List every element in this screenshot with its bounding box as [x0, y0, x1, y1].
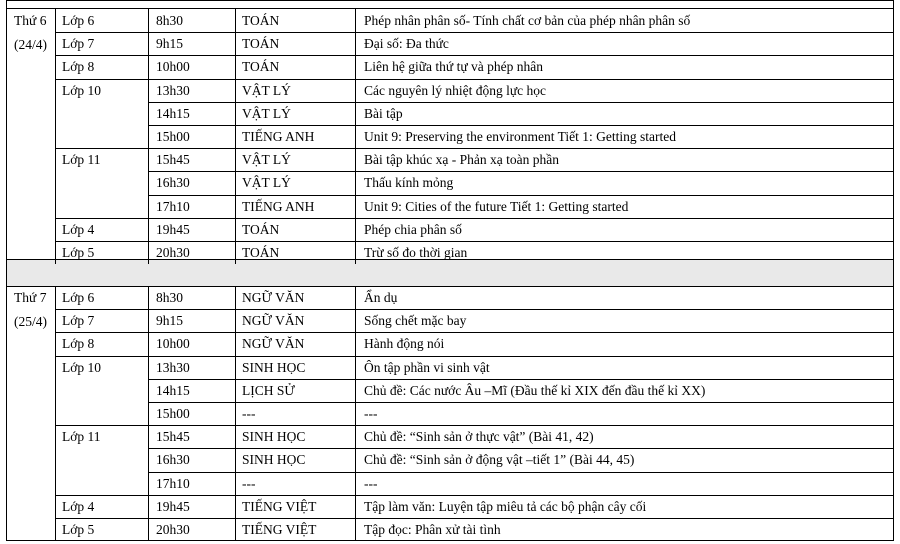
- lesson-cell: Tập làm văn: Luyện tập miêu tả các bộ phận cây cối: [364, 499, 647, 514]
- subject-cell: NGỮ VĂN: [242, 313, 305, 328]
- lesson-cell: ---: [364, 476, 378, 491]
- row-line: [148, 472, 893, 473]
- subject-cell: VẬT LÝ: [242, 83, 291, 98]
- date-label: (24/4): [14, 37, 47, 52]
- lesson-cell: Phép nhân phân số- Tính chất cơ bản của phép nhân phân số: [364, 13, 691, 28]
- table-bottom-border: [6, 540, 894, 541]
- class-cell: Lớp 10: [62, 83, 102, 98]
- time-cell: 13h30: [156, 360, 190, 375]
- date-label: (25/4): [14, 314, 47, 329]
- time-cell: 19h45: [156, 499, 190, 514]
- table-left-border: [6, 0, 7, 540]
- lesson-cell: Unit 9: Cities of the future Tiết 1: Getting started: [364, 199, 629, 214]
- class-cell: Lớp 10: [62, 360, 102, 375]
- table-top-border: [6, 0, 894, 1]
- day-label: Thứ 7: [14, 290, 47, 305]
- row-line: [55, 495, 893, 496]
- subject-cell: TOÁN: [242, 59, 280, 74]
- lesson-cell: Unit 9: Preserving the environment Tiết 1: Getting started: [364, 129, 676, 144]
- class-cell: Lớp 8: [62, 59, 95, 74]
- column-line: [235, 286, 236, 541]
- row-line: [148, 448, 893, 449]
- row-line: [148, 195, 893, 196]
- class-cell: Lớp 5: [62, 522, 95, 537]
- row-line: [55, 218, 893, 219]
- time-cell: 13h30: [156, 83, 190, 98]
- lesson-cell: ---: [364, 406, 378, 421]
- class-cell: Lớp 11: [62, 429, 101, 444]
- lesson-cell: Liên hệ giữa thứ tự và phép nhân: [364, 59, 544, 74]
- time-cell: 15h45: [156, 429, 190, 444]
- lesson-cell: Thấu kính mỏng: [364, 175, 454, 190]
- day-label: Thứ 6: [14, 13, 47, 28]
- row-line: [148, 125, 893, 126]
- subject-cell: TOÁN: [242, 222, 280, 237]
- time-cell: 16h30: [156, 452, 190, 467]
- class-cell: Lớp 4: [62, 499, 95, 514]
- row-line: [55, 332, 893, 333]
- lesson-cell: Trừ số đo thời gian: [364, 245, 468, 260]
- lesson-cell: Tập đọc: Phân xử tài tình: [364, 522, 501, 537]
- column-line: [148, 286, 149, 541]
- subject-cell: TIẾNG VIỆT: [242, 499, 317, 514]
- column-line: [55, 9, 56, 264]
- time-cell: 20h30: [156, 245, 190, 260]
- lesson-cell: Chủ đề: “Sinh sản ở thực vật” (Bài 41, 42): [364, 429, 594, 444]
- lesson-cell: Sống chết mặc bay: [364, 313, 467, 328]
- lesson-cell: Hành động nói: [364, 336, 445, 351]
- day-separator-band: [6, 259, 893, 286]
- class-cell: Lớp 4: [62, 222, 95, 237]
- row-line: [148, 402, 893, 403]
- row-line: [55, 241, 893, 242]
- row-line: [55, 32, 893, 33]
- time-cell: 15h00: [156, 129, 190, 144]
- class-cell: Lớp 5: [62, 245, 95, 260]
- column-line: [148, 9, 149, 264]
- time-cell: 9h15: [156, 36, 183, 51]
- row-line: [55, 425, 893, 426]
- subject-cell: ---: [242, 406, 256, 421]
- lesson-cell: Ẩn dụ: [364, 290, 398, 305]
- time-cell: 17h10: [156, 199, 190, 214]
- row-line: [148, 102, 893, 103]
- time-cell: 15h00: [156, 406, 190, 421]
- subject-cell: TOÁN: [242, 36, 280, 51]
- subject-cell: SINH HỌC: [242, 429, 306, 444]
- column-line: [235, 9, 236, 264]
- column-line: [55, 286, 56, 541]
- subject-cell: VẬT LÝ: [242, 152, 291, 167]
- time-cell: 15h45: [156, 152, 190, 167]
- column-line: [355, 9, 356, 264]
- column-line: [355, 286, 356, 541]
- lesson-cell: Bài tập khúc xạ - Phản xạ toàn phần: [364, 152, 559, 167]
- row-line: [55, 518, 893, 519]
- subject-cell: LỊCH SỬ: [242, 383, 295, 398]
- lesson-cell: Chủ đề: Các nước Âu –Mĩ (Đầu thế kỉ XIX đến đầu thế kỉ XX): [364, 383, 706, 398]
- lesson-cell: Chủ đề: “Sinh sản ở động vật –tiết 1” (Bài 44, 45): [364, 452, 635, 467]
- row-line: [55, 309, 893, 310]
- class-cell: Lớp 6: [62, 290, 95, 305]
- class-cell: Lớp 8: [62, 336, 95, 351]
- class-cell: Lớp 7: [62, 36, 95, 51]
- time-cell: 16h30: [156, 175, 190, 190]
- lesson-cell: Các nguyên lý nhiệt động lực học: [364, 83, 547, 98]
- subject-cell: ---: [242, 476, 256, 491]
- row-line: [148, 171, 893, 172]
- subject-cell: TIẾNG ANH: [242, 129, 315, 144]
- time-cell: 10h00: [156, 59, 190, 74]
- lesson-cell: Đại số: Đa thức: [364, 36, 449, 51]
- time-cell: 20h30: [156, 522, 190, 537]
- time-cell: 17h10: [156, 476, 190, 491]
- table-right-border: [893, 0, 894, 540]
- subject-cell: NGỮ VĂN: [242, 290, 305, 305]
- row-line: [55, 79, 893, 80]
- time-cell: 9h15: [156, 313, 183, 328]
- time-cell: 8h30: [156, 13, 183, 28]
- time-cell: 19h45: [156, 222, 190, 237]
- row-line: [148, 379, 893, 380]
- time-cell: 14h15: [156, 383, 190, 398]
- class-cell: Lớp 7: [62, 313, 95, 328]
- lesson-cell: Phép chia phân số: [364, 222, 462, 237]
- class-cell: Lớp 11: [62, 152, 101, 167]
- subject-cell: VẬT LÝ: [242, 106, 291, 121]
- subject-cell: NGỮ VĂN: [242, 336, 305, 351]
- row-line: [55, 55, 893, 56]
- time-cell: 10h00: [156, 336, 190, 351]
- lesson-cell: Ôn tập phần vi sinh vật: [364, 360, 490, 375]
- row-line: [55, 356, 893, 357]
- row-line: [55, 148, 893, 149]
- table-header-rule: [6, 8, 894, 9]
- day-top-border: [6, 286, 894, 287]
- subject-cell: TOÁN: [242, 13, 280, 28]
- subject-cell: TIẾNG VIỆT: [242, 522, 317, 537]
- time-cell: 8h30: [156, 290, 183, 305]
- subject-cell: SINH HỌC: [242, 452, 306, 467]
- class-cell: Lớp 6: [62, 13, 95, 28]
- subject-cell: TOÁN: [242, 245, 280, 260]
- subject-cell: SINH HỌC: [242, 360, 306, 375]
- lesson-cell: Bài tập: [364, 106, 403, 121]
- subject-cell: TIẾNG ANH: [242, 199, 315, 214]
- time-cell: 14h15: [156, 106, 190, 121]
- subject-cell: VẬT LÝ: [242, 175, 291, 190]
